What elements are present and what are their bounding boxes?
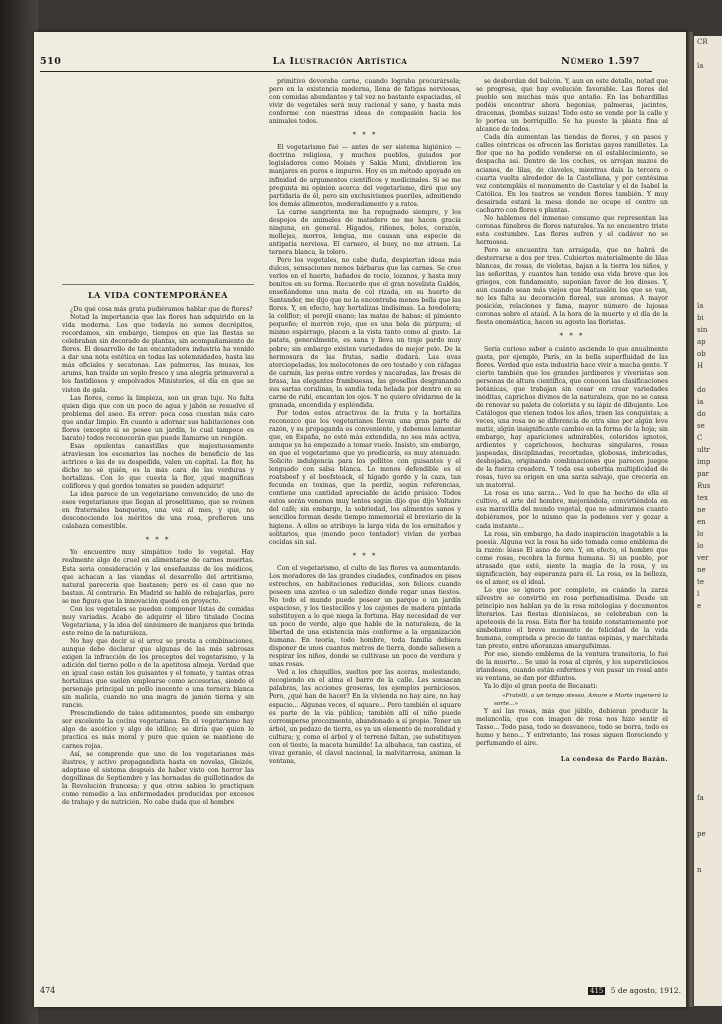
publication-title: La Ilustración Artística (272, 56, 408, 67)
section-separator-stars: * * * (145, 536, 171, 545)
next-page-text-fragment (694, 180, 722, 192)
next-page-text-fragment (694, 660, 722, 672)
next-page-text-fragment: ia (697, 398, 704, 406)
next-page-text-fragment (694, 816, 722, 828)
next-page-text-fragment: H (697, 362, 704, 370)
header-rule (40, 71, 652, 72)
column-1 (62, 78, 254, 807)
next-page-text-fragment (694, 192, 722, 204)
next-page-text-fragment: ver (697, 554, 709, 562)
next-page-text-fragment: ne (697, 566, 706, 574)
next-page-text-fragment (694, 372, 722, 384)
section-separator-stars: * * * (352, 551, 378, 560)
section-title: LA VIDA CONTEMPORÁNEA (87, 290, 229, 300)
paragraph: Por eso, siendo emblema de la ventura transitoria, lo fué de la muerte... Se unió la rosa al ciprés, y los supersticiosos irlandeses, cuando están enfermos y ven pasar un rosal ante su ventana, se dan por difuntos. (476, 651, 668, 683)
next-page-text-fragment (694, 264, 722, 276)
next-page-text-fragment (694, 144, 722, 156)
paragraph: La carne sangrienta me ha repugnado siempre, y los despojos de animales de matadero no me hacen gracia ninguna, en general. Hígados, riñones, boles, corazón, mollejas, morros, lengua, me causan una especie de antipatía nerviosa. El carnero, el buey, no me atraen. La ternera blanca, la tolero. (269, 208, 461, 256)
column-2-body (269, 78, 461, 766)
paragraph: Yo encuentro muy simpático todo lo vegetal. Hay realmente algo de cruel en alimentarse de carnes muertas. Esta seria consideración y las enseñanzas de los médicos, que achacan a las viandas el desarrollo del artritismo, natural parecería que bastasen; pero es el caso que no bastan. Al contrario. En Madrid se habló de rebajarlas, pero se me figura que la innovación quedó en proyecto. (62, 549, 254, 605)
next-page-text-fragment: l (697, 590, 700, 598)
page-number: 510 (40, 56, 62, 67)
column-3 (476, 78, 668, 764)
next-page-text-fragment (694, 120, 722, 132)
column-3-body (476, 78, 668, 764)
spread-background (0, 0, 38, 1024)
paragraph: ¿Du qué cosa más grata pudiéramos hablar que de flores? (70, 306, 253, 314)
paragraph: Con los vegetales se pueden componer listas de comidas muy variadas. Acabo de adquirir el libro titulado Cocina Vegetariana, y la idea del sinnúmero de manjares que brinda este reino de la naturaleza. (62, 605, 254, 637)
next-page-text-fragment: ne (697, 506, 706, 514)
next-page-text-fragment (694, 216, 722, 228)
next-page-text-fragment: se (697, 422, 705, 430)
next-page-text-fragment (694, 624, 722, 636)
section-separator-stars: * * * (559, 332, 585, 341)
next-page-text-fragment: la (697, 62, 704, 70)
next-page-text-fragment: CR (697, 38, 708, 46)
paragraph: Esas opulentas canastillas que majestuosamente atraviesan los escenarios las noches de beneficio de las actrices o las de su despedida, valen un capital. La flor, ha dicho no sé quién, es la más cara de las verduras y hortalizas. Con lo que cuesta la flor, ¡qué magníficas coliflores y qué gordos tomates se pueden adquirir! (62, 442, 254, 491)
issue-number: Número 1.597 (561, 56, 640, 67)
next-page-text-fragment: ap (697, 338, 706, 346)
next-page-text-fragment: e (697, 602, 702, 610)
poem-quote: «Fratelli, a un tempo stesso, Amore e Morte ingenerò la sorte...» (494, 692, 668, 707)
column-2 (269, 78, 461, 766)
next-page-text-fragment (694, 804, 722, 816)
next-page-text-fragment: pe (697, 830, 706, 838)
paragraph: Las flores, como la limpieza, son un gran lujo. No falta quien diga que con un poco de agua y jabón se resuelve el problema del aseo. Es error: poca cosa cuestan más caro que andar limpio. En cuanto a adornar sus habitaciones con flores (excepto si se posee un jardín, lo cual tampoco es barato) todos reconocerán que puede llamarse un rengión. (62, 394, 254, 442)
next-page-text-fragment: Rus (697, 482, 711, 490)
next-page-text-fragment: sin (697, 326, 708, 334)
paragraph: Notad la importancia que las flores han adquirido en la vida moderna. Los que todavía no somos decrépitos, recordamos, sin embargo, tiempos en que las fiestas se celebraban sin decorado de plantas, sin acompañamiento de flores. El desarrollo de tan encantadora industria ha venido a dar una nota estética en todas las solemnidades, hasta las más oficiales y secatonas. Las palmeras, las musas, los arums, han traído un soplo fresco y una alegría primaveral a los fastidiosos y empolvados Ministerios, el día en que se visten de gala. (62, 314, 254, 394)
next-page-text-fragment: do (697, 410, 706, 418)
next-page-text-fragment: ob (697, 350, 706, 358)
next-page-text-fragment (694, 132, 722, 144)
paragraph: No hablemos del inmenso consumo que representan las coronas fúnebres de flores naturales. Ya no encuentro triste esta costumbre. Las flores sufren y el cadáver no se hermosea. (476, 214, 668, 246)
paragraph: Pero se encuentra tan arraigada, que no habrá de desterrarse a dos por tres. Cubiertos materialmente de lilas blancas, de rosas, de violetas, bajan a la tierra los niños, y las señoritas, y cuantos han tenido esa vida breve que los griegos, con fundamento, suponían favor de los dioses. Y, aun cuando sean más viejos que Matusalén los que se van, no les falta su decoración floreal, sus aromas. A mayor posición, relaciones y fama, mayor número de lujosas coronas sobre el ataúd. A la hora de la muerte y el día de la fiesta onomástica, hacen su agosto las floristas. (476, 246, 668, 327)
paragraph: Sería curioso saber a cuánto asciende lo que anualmente gasta, por ejemplo, París, en la bella superfluidad de las flores. Verdad que esta industria hace vivir a mucha gente. Y cierto también que los grandes jardineros y viveristas son personas de altura científica, que conocen las clasificaciones botánicas, que trabajan sin cesar en crear variedades inéditas, caprichos divinos de la naturaleza, que no se cansa de renovar su paleta de colorista y su lápiz de dibujante. Los Catálogos que vienen todos los años, traen las conquistas; a veces, una rosa no se diferencia de otra sino por algún leve matiz, algún insignificante cambio en la forma de la hoja; sin embargo, hay apariciones admirables, coloridos ignotos, ardientes y caprichosos, hechuras singulares, rosas jaspeadas, disciplinadas, recortadas, globosas, imbricadas, deshojadas, originando combinaciones que parecen juegos de la fuerza creadora. Y toda esa soberbia multiplicidad de rosas, tuvo su origen en una sarza salvaje, que crecería en un matorral. (476, 345, 668, 490)
next-page-text-fragment (694, 288, 722, 300)
next-page-text-fragment (694, 168, 722, 180)
next-page-text-fragment (694, 84, 722, 96)
next-page-text-fragment (694, 780, 722, 792)
author-signature: La condesa de Pardo Bazán. (560, 755, 668, 763)
next-page-text-fragment (694, 48, 722, 60)
next-page-text-fragment: C (697, 434, 703, 442)
paragraph: Así, se comprende que uno de los vegetarianos más ilustres, y activo propagandista hasta en novelas, Gleizés, adoptase el sistema después de haber visto con horror las degollinas de Septiembre y las hornadas de guillotinados de la Revolución francesa; y que otros sabios lo practiquen como remedio a las enfermedades producidas por excesos de trabajo y de nutrición. No cabe duda que el hombre (62, 750, 254, 806)
paragraph: Pero los vegetales, no cabe duda, despiertan ideas más dulces, sensaciones menos bárbaras que las carnes. Se cree verlos en el huerto, bañados de rocío, lozanos, y hasta muy bonitos en su forma. Recuerdo que el gran novelista Galdós, enseñándome una mata de col rizada, en su huerto de Santander, me dijo que no la encontraba menos bella que las flores. Y, en efecto, hay hortalizas lindísimas. La bredolera; la coliflor; el perejil enano; las matas de habas; el pimiento pequeño; el morrón rojo, que es una bola de púrpura; el mismo espárrago, placen a la vista tanto como al gusto. La patata, generalmente, es sana y lleva un traje pardo muy pobre; sin embargo existen variedades de mejor pelo. De la hermosura de las frutas, nadie dudará. Las uvas aterciopeladas, los melocotones de oro tostado y con ráfagas de carmín, las peras entre verdes y nacaradas, las fresas de brasa, las elegantes frambuesas, las grosellas desgranando sus sartas coralinas, la sandía toda helada por dentro en su carne de rubí, encantan los ojos. Y no quiero olvidarme de la granada, encendida y espléndida. (269, 256, 461, 409)
next-page-text-fragment (694, 228, 722, 240)
section-separator-stars: * * * (352, 131, 378, 140)
next-page-text-fragment (694, 636, 722, 648)
next-page-text-fragment: lo (697, 542, 704, 550)
blank-space (62, 78, 254, 284)
next-page-text-fragment (694, 768, 722, 780)
column-1-body (62, 306, 254, 807)
paragraph: se desbordan del balcón. Y, aun en este detalle, notad que se progresa, que hay evolución favorable. Las flores del pueblo son muchas más que antaño. En las bohardillas podéis encontrar ahora begonias, palmeras, jacintos, dracenas, ¡bombas suizas! Todo esto se vende por la calle y lo portea un borriquillo. Se ha puesto la planta fina al alcance de todos. (476, 78, 668, 134)
next-page-text-fragment (694, 240, 722, 252)
paragraph: La rosa es una sarza... Ved lo que ha hecho de ella el cultivo, el arte del hombre, mejorándola, convirtiéndola en esa maravilla del mundo vegetal, que no admiramos cuanto debiéramos, por lo mismo que la podemos ver y gozar a cada instante... (476, 490, 668, 530)
paragraph: Cada día aumentan las tiendas de flores, y en pasos y calles céntricas os ofrecen las floristas gayos ramilletes. La flor que no ha podido venderse en el establecimiento, se despacha así. Dentro de los coches, os arrojan mazos de acianos, de lilas, de claveles, mientras dais la tercera o cuarta vuelta alrededor de la Castellana, y por centésima vez contempláis el monumento de Castelar y el de Isabel la Católica. En los teatros se venden flores también. Y muy desairada estará la mesa donde no ocupe el centro un cacharro con flores o plantas. (476, 134, 668, 214)
footer-date (588, 986, 681, 995)
next-page-text-fragment: lo (697, 530, 704, 538)
footer-stamp: 415 (590, 987, 604, 995)
paragraph: Prescindiendo de tales aditamentos, puede sin embargo ser excelente la cocina vegetariana. En el vegetarismo hay algo de ascético y algo de idílico; se diría que quien lo practica es más moral y puro que quien se mantiene de carnes rojas. (62, 710, 254, 750)
next-page-text-fragment (694, 276, 722, 288)
next-page-text-fragment: bi (697, 314, 704, 322)
next-page-text-fragment: n (697, 866, 702, 874)
next-page-text-fragment (694, 648, 722, 660)
next-page-text-fragment: par (697, 470, 710, 478)
page-header (40, 56, 640, 70)
section-rule (62, 284, 254, 285)
next-page-text-fragment (694, 744, 722, 756)
paragraph: Lo que se ignora por completo, es cuándo la zarza silvestre se convirtió en rosa perfumadísima. Desde un principio nos hablan ya de la rosa mitologías y documentos literarios. Las fiestas dionisíacas, se celebraban con la apoteosis de la rosa. Esta flor ha tenido constantemente por simbolismo el breve momento de felicidad de la vida humana, comprada a precio de tantas espinas, y marchitada tan presto, entre añoranzas amargufsimas. (476, 586, 668, 651)
next-page-text-fragment: ultr (697, 446, 710, 454)
next-page-text-fragment: do (697, 386, 706, 394)
next-page-text-fragment (694, 852, 722, 864)
paragraph: La rosa, sin embargo, ha dado inspiración inagotable a la poesía. Alguna vez la rosa ha sido tomada como emblema de la razón: léase El asno de oro. Y, en efecto, el hombre que come rosas, recobra la forma humana. Si un pueblo, por atrasado que esté, siente la magia de la rosa, y su significación, hay esperanza para él. La rosa, es la belleza, es el amor, es el ideal. (476, 530, 668, 586)
next-page-edge (694, 36, 722, 1006)
paragraph: Por todos estos atractivos de la fruta y la hortaliza reconozco que los vegetarianos llevan una gran parte de razón, y su propaganda es conveniente, y debemos lamentar que, en España, no esté más extendida, no sea más activa, aunque ya ha empezado a tomar vuelo. Insisto, sin embargo, en que el vegetarismo que yo predicaría, es muy atenuado. Solicito indulgencia para los pollitos con guisantes y el lenguado con salsa blanca. Lo menos defendible es el roatsbeef y el beefsteack, el hígado gordo y la caza, tan fecunda en toxinas, que la perdiz, según referencias, contiene una cantidad apreciable de ácido prúsico. Todos estos serán venenos muy lentos según dijo que dijo Voltaire del café; sin embargo, la sobriedad, los alimentos sanos y sencillos forman desde tiempo inmemorial el breviario de la higiene. A ellos se atribuye la larga vida de los ermitaños y solitarios, que (mendo poco tentador) vivían de yerbas cocidas sin sal. (269, 409, 461, 546)
next-page-text-fragment (694, 612, 722, 624)
next-page-text-fragment (694, 252, 722, 264)
next-page-text-fragment (694, 840, 722, 852)
next-page-text-fragment: fa (697, 794, 704, 802)
next-page-text-fragment (694, 708, 722, 720)
paragraph: El vegetarismo fué — antes de ser sistema higiénico — doctrina religiosa, y muchos pueblos, guiados por legisladores como Moisés y Sakia Muni, dividieron los manjares en puros e impuros. Hoy es un método apoyado en infinidad de argumentos científicos y medicinales. Si se me pregunta mi opinión acerca del vegetarismo, diré que soy partidaria de él, pero sin exclusivismos pueriles, admitiendo los demás alimentos, moderadamente y a ratos. (269, 144, 461, 208)
footer-date-text: 5 de agosto, 1912. (610, 986, 681, 995)
next-page-text-fragment: la (697, 302, 704, 310)
next-page-text-fragment (694, 108, 722, 120)
next-page-text-fragment (694, 672, 722, 684)
next-page-text-fragment: te (697, 578, 704, 586)
next-page-text-fragment: imp (697, 458, 711, 466)
next-page-text-fragment (694, 96, 722, 108)
paragraph: Y así las rosas, más que júbilo, debieran producir la melancolía, que con imagen de rosa nos hizo sentir el Tasso... Todo pasa, todo se desvanece, todo se borra, todo es humo y heno... Y entretanto, las rosas siguen floreciendo y perfumando el aire. (476, 707, 668, 747)
next-page-text-fragment (694, 156, 722, 168)
next-page-text-fragment (694, 204, 722, 216)
next-page-text-fragment (694, 756, 722, 768)
next-page-text-fragment: en (697, 518, 706, 526)
paragraph: Con el vegetarismo, el culto de las flores va aumentando. Los moradores de las grandes ciudades, confinados en pisos estrechos, en habitaciones reducidas, son felices cuando poseen una azotea o un saledizo donde regar unas tiestos. No todo el mundo puede poseer un parque o un jardín espacioso, y los tiestecillos y los cajones de madera pintada substituyen a lo que niega la fortuna. Hay necesidad de ver un poco de verde, algo que hable de la naturaleza, de la libertad de una existencia más conforme a la organización humana. En teoría, todo hombre, toda familia debiera disponer de unos cuantos metros de tierra, donde saliesen a respirar los niños, donde se cultivase un poco de verdura y unas rosas. (269, 564, 461, 669)
next-page-text-fragment (694, 72, 722, 84)
next-page-text-fragment (694, 696, 722, 708)
next-page-text-fragment: tex (697, 494, 708, 502)
paragraph: No hay que decir si el arroz se presta a combinaciones, aunque debo declarar que algunas de las más sabrosas exigen la infracción de los preceptos del vegetarismo, y la adición del tierno pollo o de la apetitosa almeja. Verdad que en igual caso están los guisantes y el tomate, y tantas otras hortalizas que suelen emplearse como accesorias, siendo el personaje principal un pollo inocente o una ternera blanca sin malicia, cuando no una magra de jamón tierna y sin rancio. (62, 637, 254, 710)
paragraph: Ya lo dijo el gran poeta de Recanati: (484, 683, 598, 691)
footer-left-number: 474 (40, 986, 56, 995)
paragraph: Ved a los chiquillos, sueltos por las aceras, molestando, recogiendo en el alma el barro de la calle. Les sonsacan palabras, las acciones groseras, los ejemplos perniciosos. Pero, ¿qué han de hacer? En la vivienda no hay aire, no hay espacio... Algunas veces, el square... Pero también el square es parte de la vía pública; también allí el niño puede corromperse precozmente, abandonado a sí propio. Tener un árbol, un pedazo de tierra, es ya un elemento de moralidad y cultura; y, como el árbol y el terreno faltan, ¡se substituyen con el tiesto, la maceta humilde! La albahaca, tan castiza, el vivaz geranio, el clavel nacional, la malvitarrosa, animan la ventana, (269, 669, 461, 765)
paragraph: La idea parece de un vegetariano convencido; de uno de esos vegetarianos que llegan al proselitismo, que se reúnen en fraternales banquetes, una vez al mes, y que, no desconociendo los méritos de una rosa, prefieren una calabaza comestible. (62, 491, 254, 531)
paragraph: primitivo devoraba carne, cuando lograba procurársela; pero en la existencia moderna, llena de fatigas nerviosas, con comidas abundantes y tal vez no bastante espaciadas, el vivir de vegetales será muy racional y sano, y hasta más conforme con nuestras ideas de compasión hacia los animales todos. (269, 78, 461, 126)
next-page-text-fragment (694, 684, 722, 696)
next-page-text-fragment (694, 732, 722, 744)
next-page-text-fragment (694, 720, 722, 732)
